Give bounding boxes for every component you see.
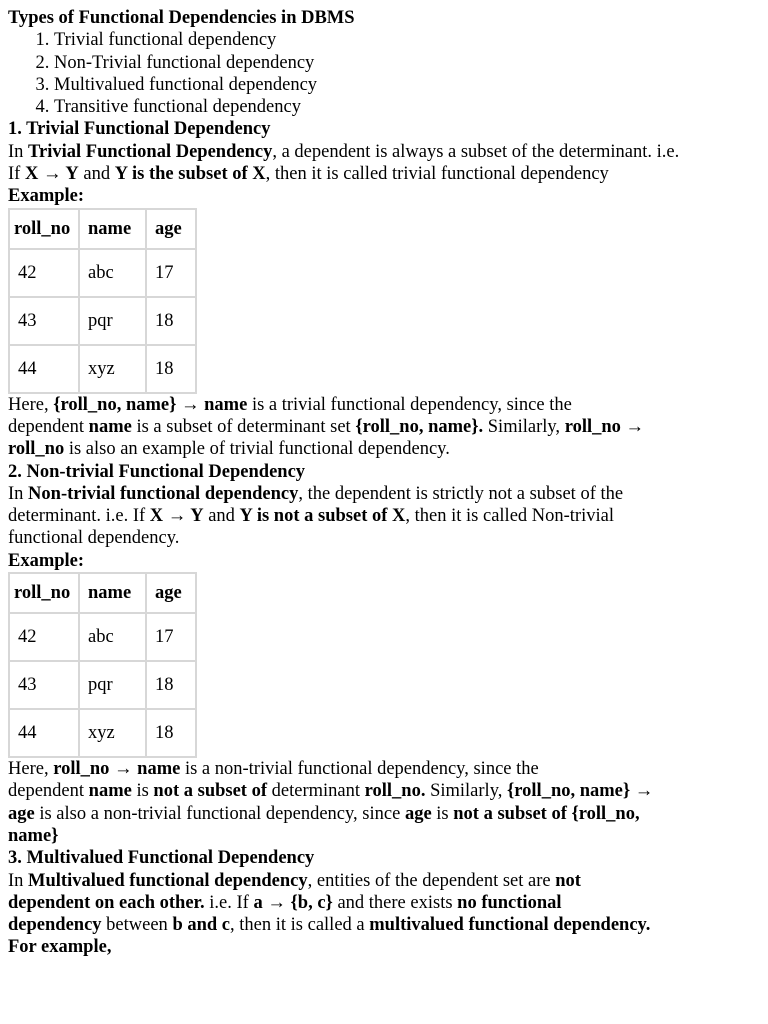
table-cell: abc: [79, 613, 146, 661]
table-cell: xyz: [79, 709, 146, 757]
table-cell: 18: [146, 661, 196, 709]
paragraph-line: dependent name is a subset of determinant set {roll_no, name}. Similarly, roll_no →: [8, 416, 645, 437]
example-label: Example:: [8, 186, 85, 207]
paragraph-line: In Non-trivial functional dependency, the dependent is strictly not a subset of the: [8, 483, 624, 504]
list-item: 4. Transitive functional dependency: [54, 96, 760, 118]
table-row: [9, 297, 196, 345]
table-cell: 18: [146, 297, 196, 345]
table-header-row: [9, 209, 196, 249]
column-header: roll_no: [9, 573, 79, 613]
paragraph-line: For example,: [8, 937, 112, 958]
section-heading-multivalued: 3. Multivalued Functional Dependency: [8, 848, 315, 869]
table-cell: 42: [9, 613, 79, 661]
example-label: Example:: [8, 550, 85, 571]
table-cell: 17: [146, 613, 196, 661]
table-cell: 42: [9, 249, 79, 297]
page-title: Types of Functional Dependencies in DBMS: [8, 8, 355, 28]
list-item: 3. Multivalued functional dependency: [54, 74, 760, 96]
table-cell: 43: [9, 297, 79, 345]
table-cell: 18: [146, 709, 196, 757]
example-table-trivial: [8, 208, 197, 394]
column-header: name: [79, 573, 146, 613]
table-cell: abc: [79, 249, 146, 297]
table-cell: pqr: [79, 297, 146, 345]
section-heading-nontrivial: 2. Non-trivial Functional Dependency: [8, 461, 306, 482]
table-row: [9, 345, 196, 393]
paragraph-line: age is also a non-trivial functional dependency, since age is not a subset of {roll_no,: [8, 803, 640, 824]
paragraph-line: If X → Y and Y is the subset of X, then it is called trivial functional dependency: [8, 164, 609, 185]
table-header-row: [9, 573, 196, 613]
table-cell: pqr: [79, 661, 146, 709]
table-row: [9, 709, 196, 757]
table-row: [9, 249, 196, 297]
table-cell: 44: [9, 345, 79, 393]
column-header: age: [146, 573, 196, 613]
table-cell: 18: [146, 345, 196, 393]
paragraph-line: dependency between b and c, then it is called a multivalued functional dependency.: [8, 915, 651, 936]
column-header: name: [79, 209, 146, 249]
paragraph-line: Here, roll_no → name is a non-trivial functional dependency, since the: [8, 759, 539, 780]
table-row: [9, 661, 196, 709]
paragraph-line: In Multivalued functional dependency, entities of the dependent set are not: [8, 870, 581, 891]
paragraph-line: roll_no is also an example of trivial functional dependency.: [8, 439, 450, 460]
paragraph-line: In Trivial Functional Dependency, a dependent is always a subset of the determinant. i.e.: [8, 141, 680, 162]
paragraph-line: determinant. i.e. If X → Y and Y is not a subset of X, then it is called Non-trivial: [8, 506, 614, 527]
types-list: [8, 29, 760, 118]
table-cell: 17: [146, 249, 196, 297]
example-table-nontrivial: [8, 572, 197, 758]
table-cell: xyz: [79, 345, 146, 393]
paragraph-line: name}: [8, 825, 59, 846]
column-header: roll_no: [9, 209, 79, 249]
paragraph-line: functional dependency.: [8, 528, 180, 549]
section-heading-trivial: 1. Trivial Functional Dependency: [8, 119, 271, 140]
table-cell: 43: [9, 661, 79, 709]
list-item: 2. Non-Trivial functional dependency: [54, 52, 760, 74]
table-row: [9, 613, 196, 661]
column-header: age: [146, 209, 196, 249]
paragraph-line: dependent on each other. i.e. If a → {b, c} and there exists no functional: [8, 892, 562, 913]
list-item: 1. Trivial functional dependency: [54, 29, 760, 51]
paragraph-line: dependent name is not a subset of determinant roll_no. Similarly, {roll_no, name} →: [8, 781, 654, 802]
paragraph-line: Here, {roll_no, name} → name is a trivial functional dependency, since the: [8, 394, 572, 415]
table-cell: 44: [9, 709, 79, 757]
